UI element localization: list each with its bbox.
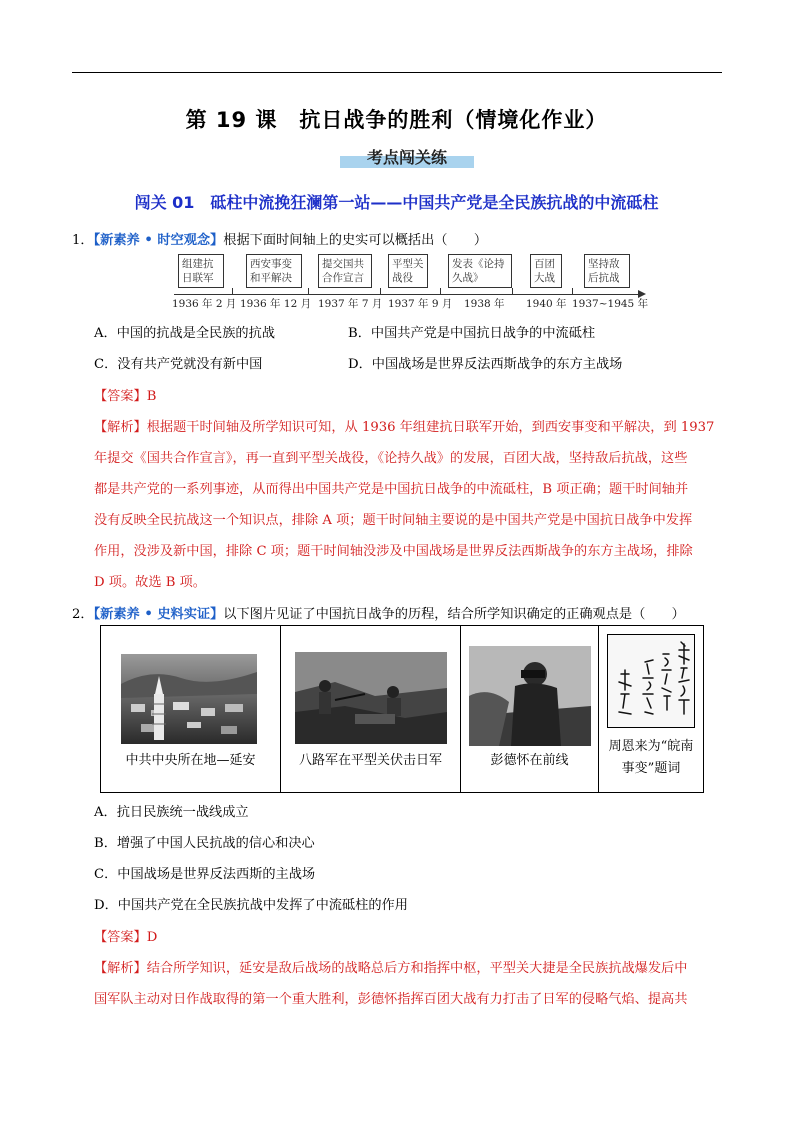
page-title: 第 19 课 抗日战争的胜利（情境化作业）: [185, 108, 608, 132]
q2-analysis-line: 国军队主动对日作战取得的第一个重大胜利，彭德怀指挥百团大战有力打击了日军的侵略气焰、提高共: [94, 992, 688, 1007]
timeline-date: 1936 年 2 月: [172, 298, 237, 310]
q2-option-a: A．抗日民族统一战线成立: [94, 805, 249, 820]
q1-option-c: C．没有共产党就没有新中国: [94, 357, 263, 372]
q1-analysis-line: 作用，没涉及新中国，排除 C 项；题干时间轴没涉及中国战场是世界反法西斯战争的东方主战场，排除: [94, 544, 693, 559]
q1-analysis-line: D 项。故选 B 项。: [94, 575, 206, 590]
analysis-text: 结合所学知识，延安是敌后战场的战略总后方和指挥中枢，平型关大捷是全民族抗战爆发后中: [146, 961, 688, 976]
q2-number: 2．: [72, 607, 94, 622]
image-cell: [281, 626, 461, 792]
header-rule: [72, 72, 722, 73]
q1-analysis-line: 都是共产党的一系列事迹，从而得出中国共产党是中国抗日战争的中流砥柱，B 项正确；题干时间轴并: [94, 482, 689, 497]
timeline-date: 1938 年: [464, 298, 505, 310]
calligraphy-photo-icon: [607, 634, 695, 728]
q2-option-d: D．中国共产党在全民族抗战中发挥了中流砥柱的作用: [94, 898, 408, 913]
q1-answer: [94, 385, 156, 404]
image-caption: 八路军在平型关伏击日军: [298, 753, 442, 768]
section-badge: [340, 144, 474, 168]
badge-label: 考点闯关练: [366, 148, 447, 167]
q1-tag: 【新素养 • 时空观念】: [93, 233, 224, 248]
timeline-date: 1937~1945 年: [572, 298, 649, 310]
image-cell: [101, 626, 281, 792]
analysis-label: 【解析】: [94, 420, 147, 435]
timeline-tick: [512, 288, 513, 294]
q2-stem-line: [72, 603, 685, 622]
timeline-tick: [380, 288, 381, 294]
timeline-event: 百团 大战: [530, 254, 562, 288]
image-caption: 彭德怀在前线: [490, 753, 569, 768]
image-caption: 中共中央所在地—延安: [125, 753, 256, 768]
timeline-date: 1937 年 9 月: [388, 298, 453, 310]
q1-option-b: B．中国共产党是中国抗日战争的中流砥柱: [348, 326, 596, 341]
timeline-date: 1936 年 12 月: [240, 298, 312, 310]
answer-value: B: [146, 389, 157, 404]
timeline-tick: [308, 288, 309, 294]
timeline-event: 西安事变 和平解决: [246, 254, 302, 288]
section-heading: 闯关 01 砥柱中流挽狂澜第一站——中国共产党是全民族抗战的中流砥柱: [134, 193, 659, 212]
q1-stem-line: [72, 229, 487, 248]
answer-value: D: [146, 930, 158, 945]
q2-analysis-line: [94, 957, 687, 976]
analysis-label: 【解析】: [94, 961, 147, 976]
yanan-photo-icon: [121, 654, 257, 744]
q1-analysis-line: 没有反映全民抗战这一个知识点，排除 A 项；题干时间轴主要说的是中国共产党是中国抗日战争中发挥: [94, 513, 693, 528]
q2-option-c: C．中国战场是世界反法西斯的主战场: [94, 867, 316, 882]
q1-analysis-line: 年提交《国共合作宣言》，再一直到平型关战役，《论持久战》的发展，百团大战，坚持敌后抗战，这些: [94, 451, 688, 466]
analysis-text: 根据题干时间轴及所学知识可知，从 1936 年组建抗日联军开始，到西安事变和平解决，到 1937: [146, 420, 715, 435]
q2-tag: 【新素养 • 史料实证】: [93, 607, 224, 622]
timeline-event: 平型关 战役: [388, 254, 428, 288]
peng-dehuai-photo-icon: [469, 646, 591, 746]
timeline-tick: [440, 288, 441, 294]
image-cell: [461, 626, 599, 792]
timeline-axis: [174, 294, 640, 295]
timeline-event: 坚持敌 后抗战: [584, 254, 630, 288]
answer-label: 【答案】: [94, 389, 147, 404]
image-cell: [599, 626, 703, 792]
timeline-date: 1940 年: [526, 298, 567, 310]
timeline-tick: [232, 288, 233, 294]
image-caption: 周恩来为“皖南事变”题词: [608, 739, 694, 776]
q1-option-a: A．中国的抗战是全民族的抗战: [94, 326, 275, 341]
timeline-date: 1937 年 7 月: [318, 298, 383, 310]
q2-option-b: B．增强了中国人民抗战的信心和决心: [94, 836, 315, 851]
q1-timeline: [168, 254, 652, 314]
q2-image-table: [100, 625, 704, 793]
timeline-event: 发表《论持 久战》: [448, 254, 512, 288]
answer-label: 【答案】: [94, 930, 147, 945]
q1-option-d: D．中国战场是世界反法西斯战争的东方主战场: [348, 357, 623, 372]
q2-stem: 以下图片见证了中国抗日战争的历程，结合所学知识确定的正确观点是（ ）: [223, 607, 685, 622]
timeline-event: 提交国共 合作宣言: [318, 254, 372, 288]
q2-answer: [94, 926, 157, 945]
timeline-event: 组建抗 日联军: [178, 254, 224, 288]
q1-stem: 根据下面时间轴上的史实可以概括出（ ）: [223, 233, 488, 248]
q1-analysis-line: [94, 416, 714, 435]
pingxingguan-photo-icon: [295, 652, 447, 744]
timeline-tick: [572, 288, 573, 294]
q1-number: 1．: [72, 233, 94, 248]
